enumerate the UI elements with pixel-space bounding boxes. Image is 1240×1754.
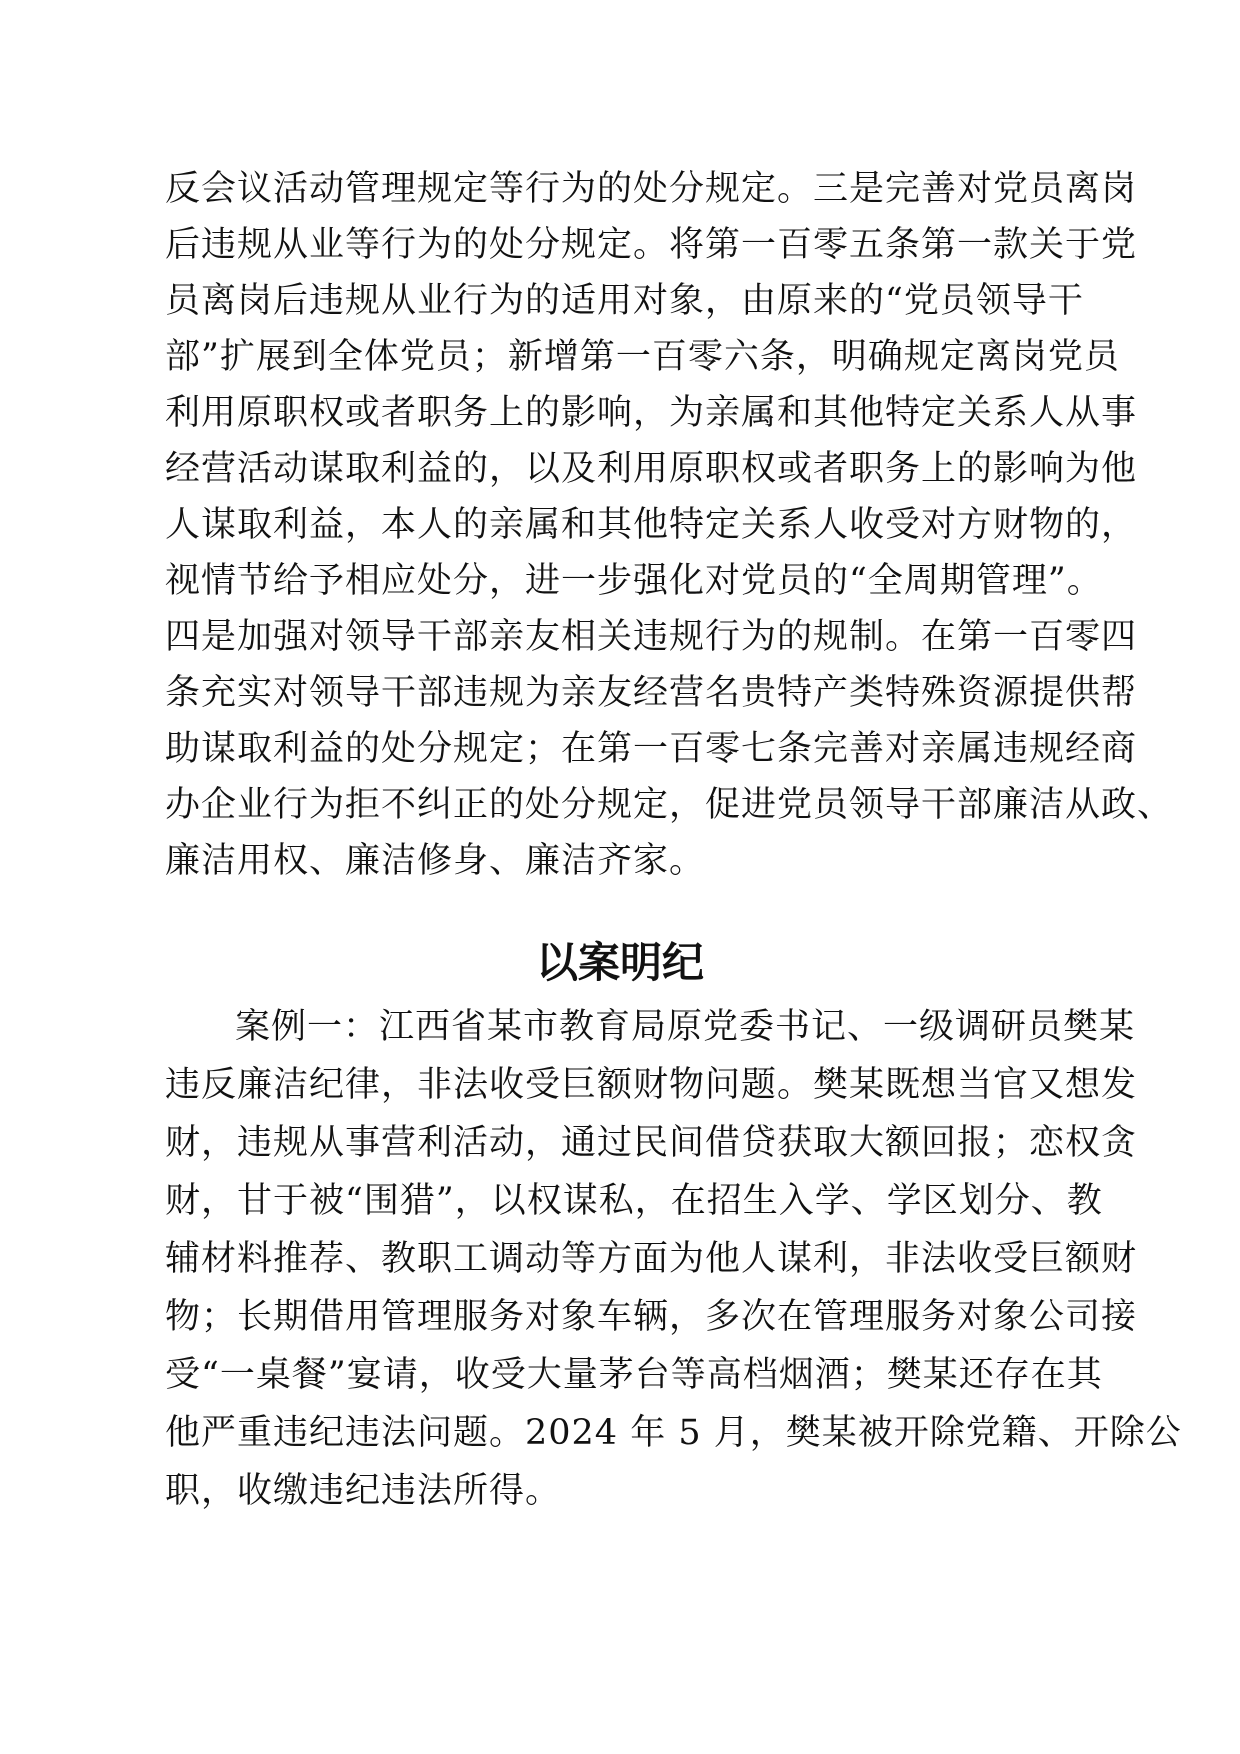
paragraph-line: 条充实对领导干部违规为亲友经营名贵特产类特殊资源提供帮 [165, 673, 1138, 713]
paragraph-line: 他严重违纪违法问题。2024 年 5 月，樊某被开除党籍、开除公 [165, 1413, 1182, 1453]
paragraph-line: 反会议活动管理规定等行为的处分规定。三是完善对党员离岗 [165, 169, 1138, 209]
paragraph-line: 违反廉洁纪律，非法收受巨额财物问题。樊某既想当官又想发 [165, 1065, 1138, 1105]
paragraph-line: 辅材料推荐、教职工调动等方面为他人谋利，非法收受巨额财 [165, 1239, 1138, 1279]
paragraph-line: 财，违规从事营利活动，通过民间借贷获取大额回报；恋权贪 [165, 1123, 1138, 1163]
paragraph-line: 四是加强对领导干部亲友相关违规行为的规制。在第一百零四 [165, 617, 1138, 657]
paragraph-line: 员离岗后违规从业行为的适用对象，由原来的“党员领导干 [165, 281, 1084, 321]
paragraph-line: 助谋取利益的处分规定；在第一百零七条完善对亲属违规经商 [165, 729, 1138, 769]
paragraph-line: 部”扩展到全体党员；新增第一百零六条，明确规定离岗党员 [165, 337, 1120, 377]
paragraph-line: 利用原职权或者职务上的影响，为亲属和其他特定关系人从事 [165, 393, 1138, 433]
paragraph-line: 廉洁用权、廉洁修身、廉洁齐家。 [165, 841, 706, 881]
paragraph-line: 受“一桌餐”宴请，收受大量茅台等高档烟酒；樊某还存在其 [165, 1355, 1103, 1395]
paragraph-line: 办企业行为拒不纠正的处分规定，促进党员领导干部廉洁从政、 [165, 785, 1174, 825]
paragraph-line: 财，甘于被“围猎”，以权谋私，在招生入学、学区划分、教 [165, 1181, 1103, 1221]
paragraph-line: 视情节给予相应处分，进一步强化对党员的“全周期管理”。 [165, 561, 1103, 601]
paragraph-line: 物；长期借用管理服务对象车辆，多次在管理服务对象公司接 [165, 1297, 1138, 1337]
paragraph-line: 案例一：江西省某市教育局原党委书记、一级调研员樊某 [235, 1007, 1136, 1047]
section-heading: 以案明纪 [535, 938, 704, 987]
paragraph-line: 后违规从业等行为的处分规定。将第一百零五条第一款关于党 [165, 225, 1138, 265]
paragraph-line: 人谋取利益，本人的亲属和其他特定关系人收受对方财物的， [165, 505, 1138, 545]
paragraph-line: 经营活动谋取利益的，以及利用原职权或者职务上的影响为他 [165, 449, 1138, 489]
paragraph-line: 职，收缴违纪违法所得。 [165, 1471, 562, 1511]
